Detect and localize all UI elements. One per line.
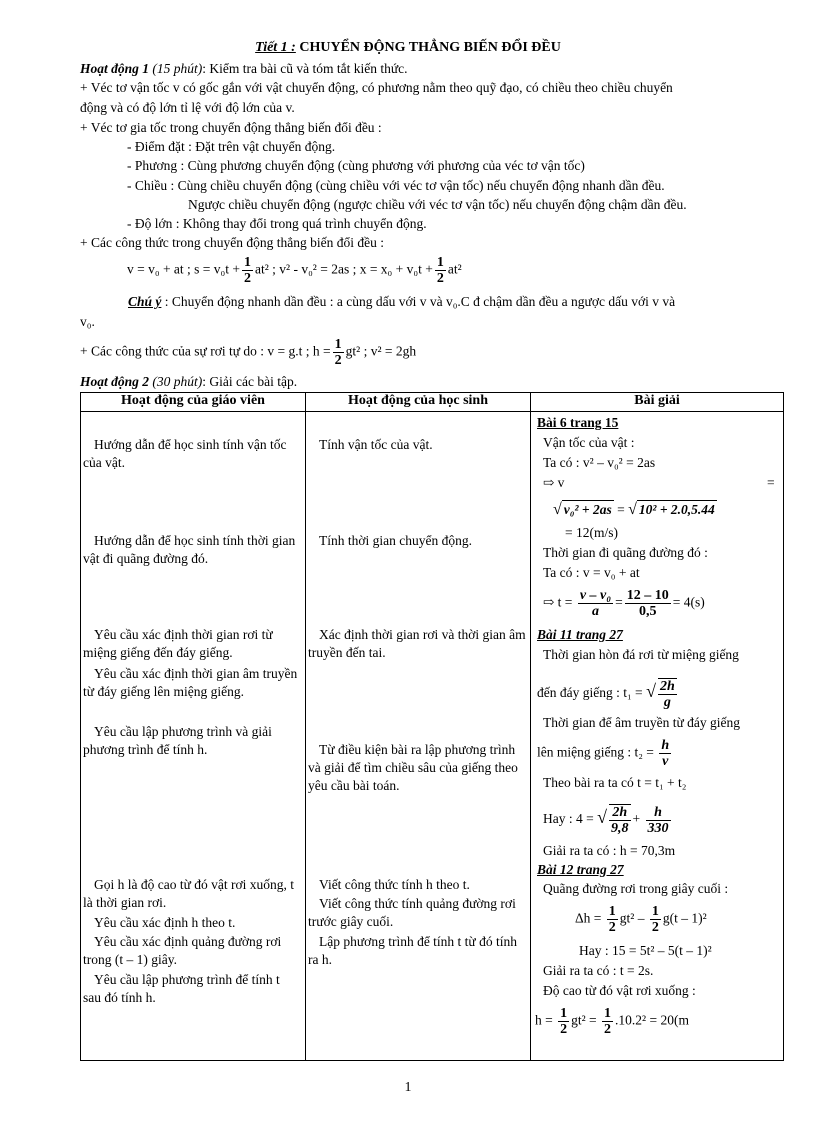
sqrt-icon: √: [646, 681, 656, 702]
teacher-item: Yêu cầu xác định thời gian rơi từ miệng giếng đến đáy giếng.: [83, 627, 273, 660]
activity-2-text: : Giải các bài tập.: [202, 374, 298, 389]
formula-part-c: at²: [447, 261, 462, 277]
note-line-2: v₀.: [80, 314, 95, 329]
student-item: Lập phương trình để tính t từ đó tính ra h.: [308, 934, 518, 967]
teacher-item: Gọi h là độ cao từ đó vật rơi xuống, t là thời gian rơi.: [83, 877, 295, 910]
student-item: Từ điều kiện bài ra lập phương trình và giải để tìm chiều sâu của giếng theo yêu cầu bài toán.: [308, 742, 518, 793]
fraction-den: 2: [651, 920, 659, 935]
fraction-den: 2: [560, 1022, 568, 1037]
page-number: 1: [404, 1080, 412, 1095]
free-fall-formulas: [80, 337, 416, 368]
fraction-num: 2h: [609, 805, 631, 821]
intro-line-5: - Phương : Cùng phương chuyển động (cùng phương với phương của véc tơ vận tốc): [127, 158, 585, 173]
note-label: Chú ý: [128, 294, 162, 309]
t2-formula: [537, 738, 673, 769]
fraction-num: 2h: [659, 679, 675, 694]
fraction-num: 1: [244, 255, 251, 270]
activity-2-time: (30 phút): [149, 374, 203, 389]
formula-part-a: v = v₀ + at ; s = v₀t +: [127, 261, 240, 277]
fraction-den: a: [591, 604, 599, 619]
header-teacher: Hoạt động của giáo viên: [81, 393, 306, 412]
sqrt-icon: √: [597, 807, 607, 828]
t1-formula: [537, 678, 679, 710]
solution-line: Độ cao từ đó vật rơi xuống :: [543, 983, 696, 998]
intro-line-2: động và có độ lớn tỉ lệ với độ lớn của v.: [80, 100, 295, 115]
student-item: Viết công thức tính quảng đường rơi trước giây cuối.: [308, 896, 516, 929]
header-solution: Bài giải: [531, 393, 784, 412]
fraction-num: v – v₀: [579, 588, 612, 603]
fraction-half: [607, 904, 618, 935]
formula-text: .10.2² = 20(m: [615, 1012, 689, 1028]
teacher-item: Yêu cầu lập phương trình để tính t sau đó tính h.: [83, 972, 280, 1005]
teacher-item: Hướng dẫn để học sinh tính thời gian vật đi quãng đường đó.: [83, 533, 296, 566]
activity-1-heading: [80, 61, 408, 77]
formula-text: gt² –: [619, 910, 645, 926]
fraction-num: 1: [436, 255, 444, 270]
height-formula: [535, 1006, 689, 1037]
motion-formulas: [127, 255, 462, 286]
solution-line: Ta có : v² – v₀² = 2as: [543, 455, 656, 470]
solution-line: Theo bài ra ta có t = t₁ + t₂: [543, 775, 687, 790]
fraction-den: 2: [604, 1022, 612, 1037]
intro-line-4: - Điểm đặt : Đặt trên vật chuyển động.: [127, 139, 336, 154]
solution-line: ⇨ v: [543, 475, 565, 490]
fraction: [625, 588, 671, 619]
fraction-half-2: [435, 255, 446, 286]
fraction-num: 1: [604, 1006, 612, 1021]
solution-line: Thời gian hòn đá rơi từ miệng giếng: [543, 647, 739, 662]
fraction-den: 330: [647, 820, 669, 836]
formula-result: = 4(s): [672, 594, 705, 610]
teacher-item: Yêu cầu xác định h theo t.: [94, 915, 236, 930]
solution-equals: =: [617, 502, 625, 517]
title-main: CHUYỂN ĐỘNG THẲNG BIẾN ĐỔI ĐỀU: [295, 40, 561, 55]
sqrt-content: v₀² + 2as: [563, 502, 612, 517]
fraction-den: 2: [608, 920, 616, 935]
solution-line: Giải ra ta có : t = 2s.: [543, 963, 654, 978]
student-item: Tính thời gian chuyển động.: [319, 533, 472, 548]
fraction-den: v: [662, 754, 669, 769]
solution-line: Ta có : v = v₀ + at: [543, 565, 640, 580]
fraction-den: 0,5: [639, 604, 657, 619]
delta-h-formula: [575, 904, 707, 935]
solution-line: Hay : 15 = 5t² – 5(t – 1)²: [579, 943, 712, 958]
note-text: : Chuyển động nhanh dần đều : a cùng dấu với v và v₀.C đ chậm dần đều a ngược dấu với v và: [161, 294, 676, 309]
solution-line: Thời gian đi quãng đường đó :: [543, 545, 708, 560]
formula-text: đến đáy giếng : t₁ =: [537, 685, 643, 701]
intro-line-9: + Các công thức trong chuyển động thẳng biến đổi đều :: [80, 235, 384, 250]
fraction-half: [650, 904, 661, 935]
solution-line: Thời gian để âm truyền từ đáy giếng: [543, 715, 741, 730]
fraction-num: h: [661, 738, 670, 753]
problem-12-title: Bài 12 trang 27: [537, 862, 624, 877]
fraction: [578, 588, 613, 619]
activity-2-heading: [80, 374, 297, 390]
activity-1-time: (15 phút): [149, 61, 203, 76]
problem-11-title: Bài 11 trang 27: [537, 627, 623, 642]
problem-6-title: Bài 6 trang 15: [537, 415, 619, 430]
solution-line: = 12(m/s): [565, 525, 618, 540]
fraction-num: 12 – 10: [626, 588, 669, 603]
teacher-item: Yêu cầu xác định quảng đường rơi trong (t – 1) giây.: [83, 934, 282, 967]
sqrt-formula: [553, 500, 717, 519]
solution-column: [531, 412, 784, 1061]
intro-line-6: - Chiều : Cùng chiều chuyển động (cùng chiều với véc tơ vận tốc) nếu chuyển động nhanh dần đều.: [127, 178, 665, 193]
formula-text: g(t – 1)²: [662, 910, 707, 926]
fraction: [609, 804, 631, 836]
title-lesson: Tiết 1 :: [255, 40, 296, 55]
fraction-den: 2: [436, 271, 444, 286]
fraction-den: 2: [334, 353, 342, 368]
student-column: [306, 412, 531, 1061]
free-fall-part-a: + Các công thức của sự rơi tự do : v = g.t ; h =: [80, 343, 331, 359]
fraction-num: 1: [608, 904, 616, 919]
sqrt-icon: √: [628, 501, 637, 518]
teacher-column: [81, 412, 306, 1061]
solution-equals: =: [767, 475, 775, 490]
activity-1-label: Hoạt động 1: [80, 61, 150, 76]
solution-line: Vận tốc của vật :: [543, 435, 635, 450]
student-item: Xác định thời gian rơi và thời gian âm truyền đến tai.: [308, 627, 526, 660]
fraction-num: 1: [334, 337, 342, 352]
intro-line-3: + Véc tơ gia tốc trong chuyển động thẳng biến đổi đều :: [80, 120, 382, 135]
fraction: [659, 738, 671, 769]
formula-text: Δh =: [575, 910, 602, 926]
note-line: [128, 294, 675, 310]
formula-text: ⇨ t =: [543, 594, 573, 610]
student-item: Tính vận tốc của vật.: [319, 437, 433, 452]
h-equation: [543, 804, 673, 836]
formula-text: h =: [535, 1012, 553, 1028]
formula-text: gt² =: [571, 1012, 597, 1028]
fraction-num: 1: [560, 1006, 568, 1021]
page-title: [0, 40, 816, 56]
intro-line-7: Ngược chiều chuyển động (ngược chiều với véc tơ vận tốc) nếu chuyển động chậm dần đều.: [188, 197, 687, 212]
teacher-item: Yêu cầu xác định thời gian âm truyền từ đáy giếng lên miệng giếng.: [83, 666, 298, 699]
intro-line-8: - Độ lớn : Không thay đổi trong quá trình chuyển động.: [127, 216, 427, 231]
formula-plus: +: [632, 811, 641, 827]
formula-part-b: at² ; v² - v₀² = 2as ; x = x₀ + v₀t +: [255, 261, 433, 277]
solution-line: Giải ra ta có : h = 70,3m: [543, 843, 676, 858]
student-item: Viết công thức tính h theo t.: [319, 877, 470, 892]
formula-text: lên miệng giếng : t₂ =: [537, 744, 654, 760]
table-header-row: [81, 393, 784, 412]
fraction-den: 2: [244, 271, 251, 286]
fraction-den: 9,8: [611, 821, 629, 836]
fraction-num: 1: [651, 904, 659, 919]
fraction: [658, 678, 677, 710]
fraction-half-1: [242, 255, 253, 286]
formula-text: Hay : 4 =: [543, 811, 594, 827]
activity-1-text: : Kiểm tra bài cũ và tóm tắt kiến thức.: [202, 61, 408, 76]
teacher-item: Hướng dẫn để học sinh tính vận tốc của vật.: [83, 437, 287, 470]
intro-line-1: + Véc tơ vận tốc v có gốc gắn với vật chuyển động, có phương nằm theo quỹ đạo, có chiều theo chiều chuyển: [80, 80, 673, 95]
fraction-half: [602, 1006, 613, 1037]
fraction-half: [558, 1006, 569, 1037]
header-student: Hoạt động của học sinh: [306, 393, 531, 412]
teacher-item: Yêu cầu lập phương trình và giải phương trình để tính h.: [83, 724, 272, 757]
fraction-num: h: [646, 805, 671, 821]
solution-line: Quãng đường rơi trong giây cuối :: [543, 881, 729, 896]
fraction-den: g: [663, 695, 671, 710]
fraction-half-3: [333, 337, 344, 368]
fraction: [646, 805, 671, 836]
sqrt-icon: √: [553, 501, 562, 518]
table-row: [81, 412, 784, 1061]
sqrt-content: 10² + 2.0,5.44: [638, 502, 715, 517]
activity-table: [80, 392, 784, 1061]
time-formula: ⇨ t = $\frac{\text{v – v₀}}{a}$ = $\frac{12 - 10}{0,5}$ = 4(s): [543, 588, 705, 619]
activity-2-label: Hoạt động 2: [80, 374, 150, 389]
free-fall-part-b: gt² ; v² = 2gh: [345, 343, 417, 359]
